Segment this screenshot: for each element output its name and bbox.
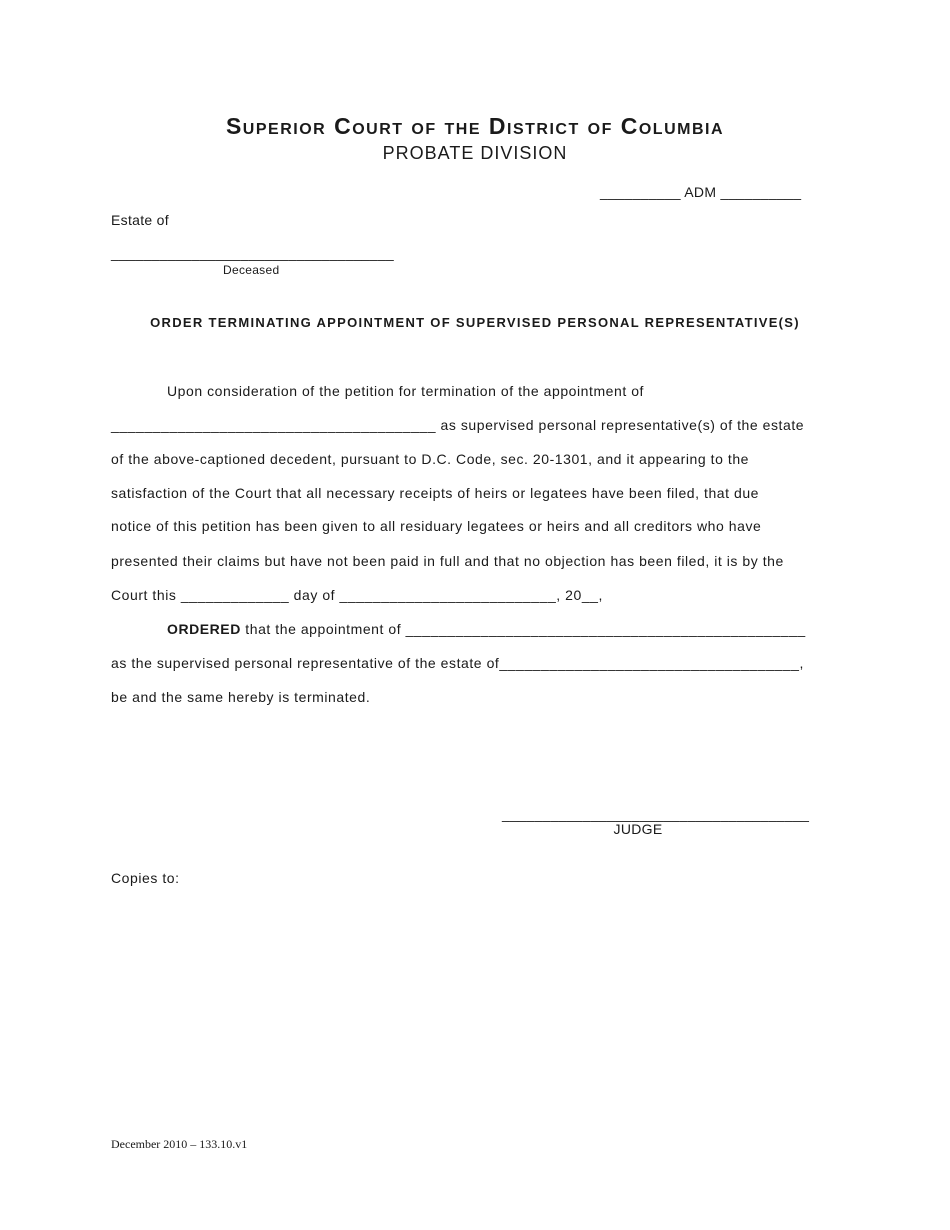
order-title: ORDER TERMINATING APPOINTMENT OF SUPERVISED PERSONAL REPRESENTATIVE(S) xyxy=(150,315,800,330)
ordered-text: that the appointment of ________________________________________________ xyxy=(240,621,806,637)
estate-of-label: Estate of xyxy=(111,212,169,228)
court-title: Superior Court of the District of Columbia xyxy=(225,113,725,139)
order-paragraph-line: Upon consideration of the petition for termination of the appointment of xyxy=(167,383,644,399)
order-paragraph-line: _______________________________________ as supervised personal representative(s) of the estate xyxy=(111,417,805,433)
order-paragraph-line: presented their claims but have not been paid in full and that no objection has been filed, it is by the xyxy=(111,553,784,569)
case-number-field: __________ ADM __________ xyxy=(600,184,802,200)
form-footer: December 2010 – 133.10.v1 xyxy=(111,1137,248,1151)
terminated-line: be and the same hereby is terminated. xyxy=(111,689,371,705)
judge-label: JUDGE xyxy=(613,821,663,837)
ordered-line xyxy=(167,621,806,637)
decedent-name-line: ___________________________________ xyxy=(111,245,395,261)
estate-line: as the supervised personal representative of the estate of____________________________________, xyxy=(111,655,804,671)
order-paragraph-line: of the above-captioned decedent, pursuant to D.C. Code, sec. 20-1301, and it appearing to the xyxy=(111,451,749,467)
division-title: PROBATE DIVISION xyxy=(382,143,568,163)
order-paragraph-line: satisfaction of the Court that all necessary receipts of heirs or legatees have been filed, that due xyxy=(111,485,760,501)
order-paragraph-line: Court this _____________ day of __________________________, 20__, xyxy=(111,587,603,603)
deceased-label: Deceased xyxy=(223,263,280,277)
order-paragraph-line: notice of this petition has been given to all residuary legatees or heirs and all creditors who have xyxy=(111,518,762,534)
judge-signature-line: ______________________________________ xyxy=(502,806,810,822)
ordered-label: ORDERED xyxy=(167,621,241,637)
copies-to-label: Copies to: xyxy=(111,870,180,886)
